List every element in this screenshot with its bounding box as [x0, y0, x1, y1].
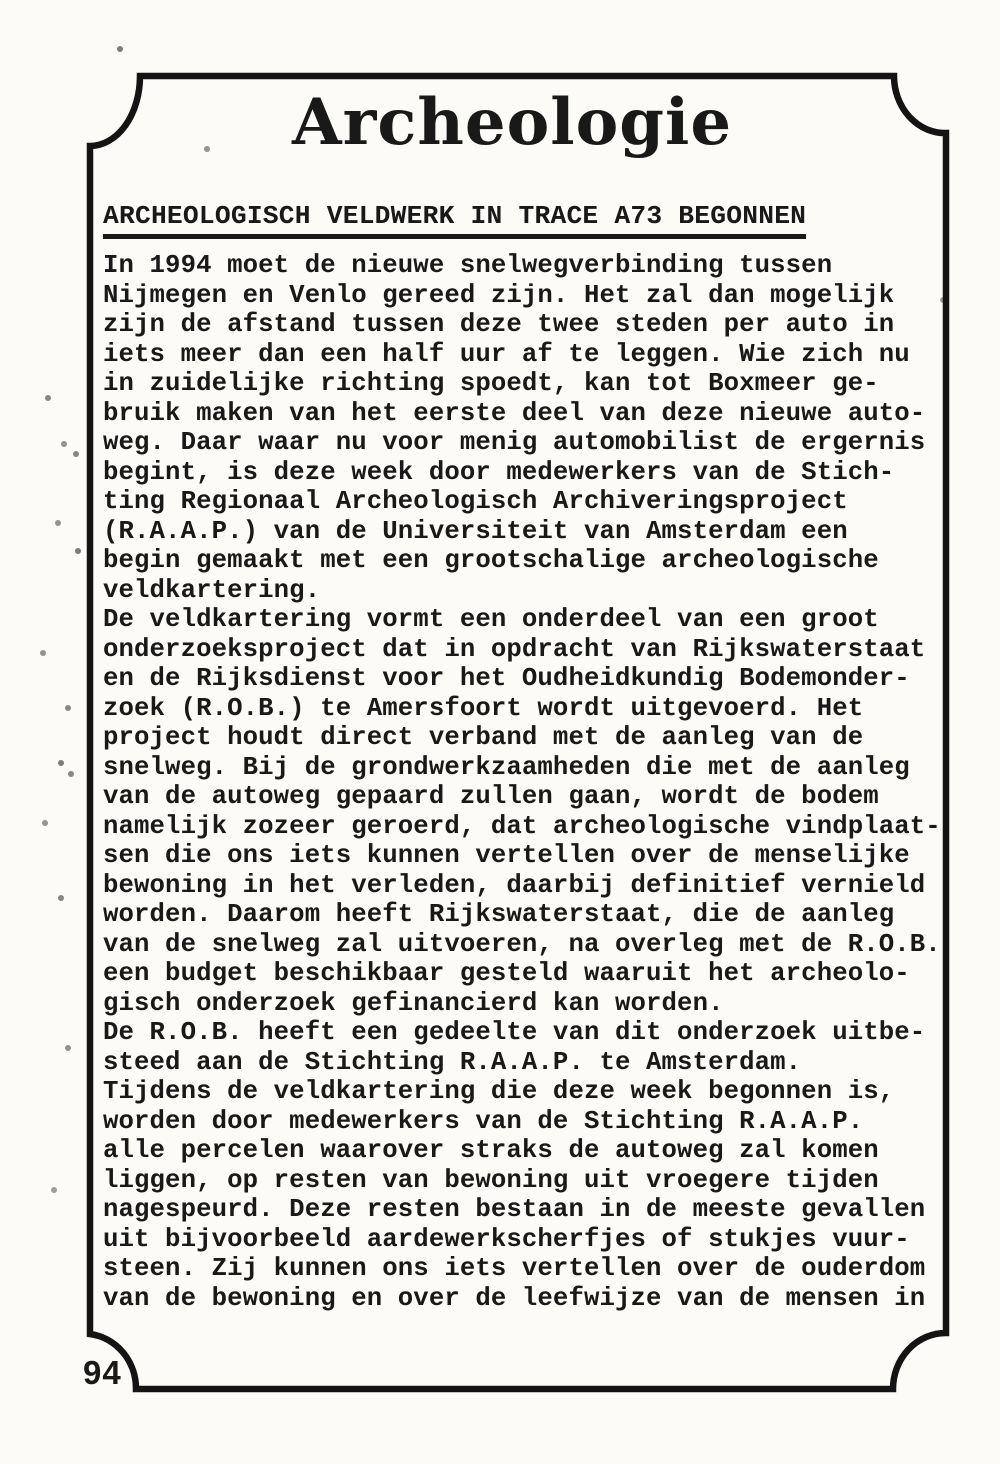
- text-line: van de autoweg gepaard zullen gaan, wordt de bodem: [103, 782, 879, 811]
- text-line: bruik maken van het eerste deel van deze nieuwe auto-: [103, 398, 926, 428]
- text-line: gisch onderzoek gefinancierd kan worden.: [103, 988, 724, 1018]
- text-line: project houdt direct verband met de aanleg van de: [103, 723, 864, 752]
- text-line: iets meer dan een half uur af te leggen. Wie zich nu: [103, 339, 910, 369]
- text-line: ting Regionaal Archeologisch Archiveringsproject: [103, 487, 848, 516]
- text-line: namelijk zozeer geroerd, dat archeologische vindplaat-: [103, 811, 941, 841]
- article-body: [103, 251, 950, 1313]
- text-line: worden. Daarom heeft Rijkswaterstaat, die de aanleg: [103, 900, 895, 929]
- text-line: Tijdens de veldkartering die deze week begonnen is,: [103, 1077, 895, 1106]
- text-line: In 1994 moet de nieuwe snelwegverbinding tussen: [103, 251, 833, 280]
- text-line: De veldkartering vormt een onderdeel van een groot: [103, 605, 879, 634]
- text-line: een budget beschikbaar gesteld waaruit het archeolo-: [103, 959, 910, 988]
- text-line: (R.A.A.P.) van de Universiteit van Amsterdam een: [103, 516, 848, 546]
- text-line: steen. Zij kunnen ons iets vertellen over de ouderdom: [103, 1254, 926, 1283]
- article-heading: ARCHEOLOGISCH VELDWERK IN TRACE A73 BEGONNEN: [103, 201, 806, 239]
- text-line: van de snelweg zal uitvoeren, na overleg met de R.O.B.: [103, 929, 941, 959]
- text-line: begin gemaakt met een grootschalige archeologische: [103, 546, 879, 575]
- text-line: worden door medewerkers van de Stichting R.A.A.P.: [103, 1106, 864, 1136]
- text-line: Nijmegen en Venlo gereed zijn. Het zal dan mogelijk: [103, 280, 895, 310]
- text-line: in zuidelijke richting spoedt, kan tot Boxmeer ge-: [103, 369, 879, 398]
- text-line: bewoning in het verleden, daarbij definitief vernield: [103, 870, 926, 900]
- text-line: begint, is deze week door medewerkers van de Stich-: [103, 457, 895, 487]
- text-line: alle percelen waarover straks de autoweg zal komen: [103, 1136, 879, 1165]
- scan-noise: [0, 0, 4, 4]
- text-line: zoek (R.O.B.) te Amersfoort wordt uitgevoerd. Het: [103, 693, 864, 723]
- text-line: onderzoeksproject dat in opdracht van Rijkswaterstaat: [103, 634, 926, 664]
- text-line: sen die ons iets kunnen vertellen over de menselijke: [103, 841, 910, 870]
- text-line: van de bewoning en over de leefwijze van de mensen in: [103, 1283, 926, 1313]
- page-number: 94: [83, 1354, 122, 1391]
- text-line: uit bijvoorbeeld aardewerkscherfjes of stukjes vuur-: [103, 1224, 910, 1254]
- text-line: en de Rijksdienst voor het Oudheidkundig Bodemonder-: [103, 664, 910, 693]
- text-line: weg. Daar waar nu voor menig automobilist de ergernis: [103, 428, 926, 457]
- text-line: De R.O.B. heeft een gedeelte van dit onderzoek uitbe-: [103, 1018, 926, 1047]
- text-line: snelweg. Bij de grondwerkzaamheden die met de aanleg: [103, 752, 910, 782]
- text-line: liggen, op resten van bewoning uit vroegere tijden: [103, 1165, 879, 1195]
- text-line: zijn de afstand tussen deze twee steden per auto in: [103, 310, 895, 339]
- page-title: Archeologie: [291, 85, 733, 160]
- text-line: nagespeurd. Deze resten bestaan in de meeste gevallen: [103, 1195, 926, 1224]
- text-line: steed aan de Stichting R.A.A.P. te Amsterdam.: [103, 1047, 802, 1077]
- text-line: veldkartering.: [103, 575, 321, 605]
